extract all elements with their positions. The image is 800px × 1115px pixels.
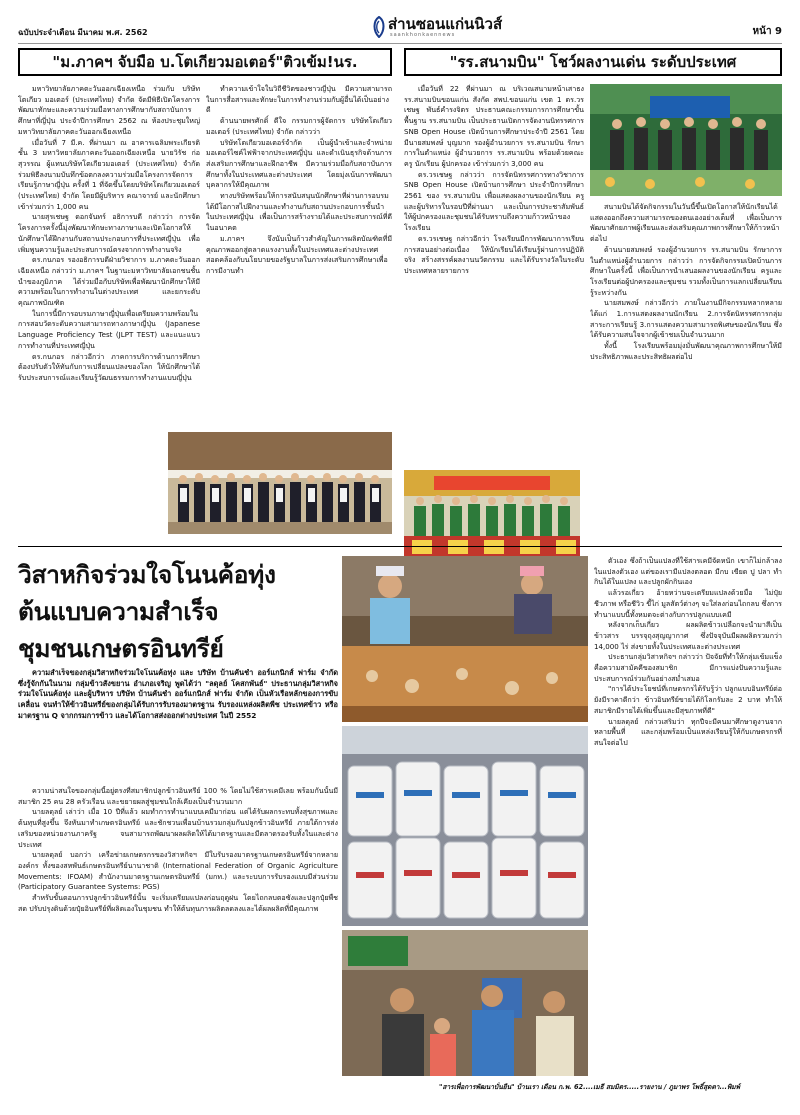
paragraph: นายสุรเชษฐ ดอกจันทร์ อธิการบดี กล่าวว่า การจัดโครงการครั้งนี้มุ่งพัฒนาทักษะทางภาษาและเปิดโอกาสให้นักศึกษาได้ฝึกงานกับสถานประกอบการที่ประเทศญี่ปุ่น เพื่อเพิ่มพูนความรู้และประสบการณ์ตรงจากการทำงานจริง	[18, 212, 200, 254]
paragraph: ดร.วรเชษฐ กล่าวว่า การจัดนิทรรศการทางวิชาการ SNB Open House เปิดบ้านการศึกษา ประจำปีการศึกษา 2561 ของ รร.สนามบิน เพื่อแสดงผลงานของนักเรียน ครูและผู้บริหารในรอบปีที่ผ่านมา และเป็นการประชาสัมพันธ์ให้ผู้ปกครองและชุมชนได้รับทราบถึงความก้าวหน้าของโรงเรียน	[404, 169, 584, 233]
paragraph: นายลดุลย์ เล่าว่า เมื่อ 10 ปีที่แล้ว ผมทำการทำนาแบบเคมีมาก่อน แต่ได้รับผลกระทบทั้งสุขภาพและต้นทุนที่สูงขึ้น จึงหันมาทำเกษตรอินทรีย์ และชักชวนเพื่อนบ้านรวมกลุ่มกันปลูกข้าวอินทรีย์ ภายใต้การส่งเสริมของหน่วยงานภาครัฐ จนสามารถพัฒนาผลผลิตให้ได้มาตรฐานและมีตลาดรองรับทั้งในและต่างประเทศ	[18, 807, 338, 849]
article3-column-2	[594, 556, 782, 1076]
paragraph: นายสมพงษ์ กล่าวอีกว่า ภายในงานมีกิจกรรมหลากหลาย ได้แก่ 1.การแสดงผลงานนักเรียน 2.การจัดนิทรรศการกลุ่มสาระการเรียนรู้ 3.การแสดงความสามารถพิเศษของนักเรียน ซึ่งได้รับความสนใจจากผู้เข้าชมเป็นจำนวนมาก	[590, 298, 782, 340]
paragraph: มหาวิทยาลัยภาคตะวันออกเฉียงเหนือ ร่วมกับ บริษัทโตเกียว มอเตอร์ (ประเทศไทย) จำกัด จัดมีพิธีเปิดโครงการพัฒนาทักษะและความร่วมมือทางการศึกษากับสถาบันการศึกษาที่ญี่ปุ่น ประจำปีการศึกษา 2562 ณ ห้องประชุมใหญ่ มหาวิทยาลัยภาคตะวันออกเฉียงเหนือ	[18, 84, 200, 136]
paragraph: หลังจากเก็บเกี่ยว ผลผลิตข้าวเปลือกจะนำมาสีเป็นข้าวสาร บรรจุถุงสุญญากาศ ซึ่งปัจจุบันมีผลผลิตรวมกว่า 14,000 ไร่ ส่งขายทั้งในประเทศและต่างประเทศ	[594, 620, 782, 651]
paragraph: ความน่าสนใจของกลุ่มนี้อยู่ตรงที่สมาชิกปลูกข้าวอินทรีย์ 100 % โดยไม่ใช้สารเคมีเลย พร้อมกันนั้นมีสมาชิก 25 คน 28 ครัวเรือน และขยายผลสู่ชุมชนใกล้เคียงเป็นจำนวนมาก	[18, 786, 338, 806]
paragraph: "การได้ประโยชน์ที่เกษตรกรได้รับรู้ว่า ปลูกแบบอินทรีย์ต่อยังมีราคาดีกว่า ข้าวอินทรีย์ขายได้กิโลกรัมละ 2 บาท ทำให้สมาชิกมีรายได้เพิ่มขึ้นและมีสุขภาพที่ดี"	[594, 684, 782, 715]
page-header	[18, 14, 782, 44]
paragraph: ทางบริษัทพร้อมให้การสนับสนุนนักศึกษาที่ผ่านการอบรมได้มีโอกาสไปฝึกงานและทำงานกับสถานประกอบการชั้นนำในประเทศญี่ปุ่น เพื่อเป็นการสร้างรายได้และประสบการณ์ที่ดีในอนาคต	[206, 191, 392, 233]
article2-column-1	[404, 84, 584, 466]
paragraph: ทำความเข้าใจในวิถีชีวิตของชาวญี่ปุ่น มีความสามารถในการสื่อสารและทักษะในการทำงานร่วมกับผู้อื่นได้เป็นอย่างดี	[206, 84, 392, 115]
article2-top-photo	[590, 84, 782, 196]
logo-icon	[370, 16, 388, 38]
masthead	[370, 16, 502, 38]
article1-headline-box	[18, 48, 392, 76]
article1-group-photo	[168, 432, 392, 534]
article2-headline-box	[404, 48, 782, 76]
paragraph: ในการนี้มีการอบรมภาษาญี่ปุ่นเพื่อเตรียมความพร้อมในการสอบวัดระดับความสามารถทางภาษาญี่ปุ่น (Japanese Language Proficiency Test (JLPT TEST) และแนะแนวการทำงานที่ประเทศญี่ปุ่น	[18, 308, 200, 350]
paragraph: สนามบินได้จัดกิจกรรมในวันนี้ขึ้นเปิดโอกาสให้นักเรียนได้แสดงออกถึงความสามารถของตนเองอย่างเต็มที่ เพื่อเป็นการพัฒนาศักยภาพผู้เรียนและส่งเสริมคุณภาพการศึกษาให้ก้าวหน้าต่อไป	[590, 202, 782, 244]
paragraph: แล้วรอเกี่ยว อ้ายหว่านจะเตรียมแปลงด้วยมือ ไม่ปุ๋ยชีวภาพ หรือชีวิว ขี้ไก่ มูลสัตว์ต่างๆ จะใส่ลงก่อนไถกลบ ซึ่งการทำนาแบบนี้ทั้งหมดจะต่างกับการปลูกแบบเคมี	[594, 588, 782, 619]
article2-headline: "รร.สนามบิน" โชว์ผลงานเด่น ระดับประเทศ	[449, 53, 737, 71]
article1-headline: "ม.ภาคฯ จับมือ บ.โตเกียวมอเตอร์"ติวเข้ม!นร.	[52, 53, 358, 71]
article1-column-2	[206, 84, 392, 426]
headline-line: ต้นแบบความสำเร็จ	[18, 597, 219, 626]
headline-line: ชุมชนเกษตรอินทรีย์	[18, 634, 224, 663]
paragraph: ตัวเอง ซึ่งถ้าเป็นแปลงที่ใช้สารเคมีจัดหนัก เขาก็ไม่กล้าลงในแปลงตัวเอง แต่ของเรามีแปลงตลอด มีกบ เขียด ปู ปลา ทำกินได้ในแปลง และปลูกผักกินเอง	[594, 556, 782, 587]
headline-line: วิสาหกิจร่วมใจโนนค้อทุ่ง	[18, 560, 276, 589]
article3-column-1	[18, 786, 338, 1076]
masthead-subtitle: saankhonkaennews	[390, 32, 456, 38]
paragraph: นายลดุลย์ กล่าวเสริมว่า ทุกปีจะมีคนมาศึกษาดูงานจากหลายพื้นที่ และกลุ่มพร้อมเป็นแหล่งเรียนรู้ให้กับเกษตรกรที่สนใจต่อไป	[594, 716, 782, 747]
lead-paragraph: ความสำเร็จของกลุ่มวิสาหกิจร่วมใจโนนค้อทุ่ง และ บริษัท บ้านคันชำ ออร์แกนิกส์ ฟาร์ม จำกัด ซึ่งรู้จักกันในนาม กลุ่มข้าวสังขยาน อำเภอเจริญ พูดได้ว่า "ลดุลย์ โคสกพันธ์" ประธานกลุ่มวิสาหกิจร่วมใจโนนค้อทุ่ง และผู้บริหาร บริษัท บ้านคันชำ ออร์แกนิกส์ ฟาร์ม จำกัด เป็นหัวเรือหลักของการขับเคลื่อน จนทำให้ข้าวอินทรีย์ของกลุ่มได้รับการรับรองมาตรฐาน รับรองแหล่งผลิตพืช ประเทศข้าว หรือมาตรฐาน Q จากกรมการข้าว และได้โอกาสส่งออกต่างประเทศ ในปี 2552	[18, 668, 338, 720]
paragraph: นายลดุลย์ บอกว่า เครือข่ายเกษตรกรของวิสาหกิจฯ มีใบรับรองมาตรฐานเกษตรอินทรีย์จากหลายองค์กร ทั้งของสหพันธ์เกษตรอินทรีย์นานาชาติ (International Federation of Organic Agriculture Movements: IFOAM) สำนักงานมาตรฐานเกษตรอินทรีย์ (มกท.) และระบบการรับรองแบบมีส่วนร่วม (Participatory Guarantee Systems: PGS)	[18, 850, 338, 892]
paragraph: สำหรับขั้นตอนการปลูกข้าวอินทรีย์นั้น จะเริ่มเตรียมแปลงก่อนฤดูฝน โดยไถกลบตอซังและปลูกปุ๋ยพืชสด ปรับปรุงดินด้วยปุ๋ยอินทรีย์ที่ผลิตเองในชุมชน ทำให้ต้นทุนการผลิตลดลงและได้ผลผลิตที่มีคุณภาพ	[18, 893, 338, 913]
farmers-portrait-photo	[342, 930, 588, 1076]
paragraph: ด้านนายสมพงษ์ รองผู้อำนวยการ รร.สนามบิน รักษาการในตำแหน่งผู้อำนวยการ กล่าวว่า การจัดกิจกรรมเปิดบ้านการศึกษาในครั้งนี้ เพื่อเป็นการนำเสนอผลงานของนักเรียน ครูและโรงเรียนต่อผู้ปกครองและชุมชน รวมทั้งเป็นการแลกเปลี่ยนเรียนรู้ระหว่างกัน	[590, 244, 782, 297]
paragraph: เมื่อวันที่ 22 ที่ผ่านมา ณ บริเวณสนามหน้าเสาธง รร.สนามบินขอนแก่น สังกัด สพป.ขอนแก่น เขต 1 ดร.วรเชษฐ พันธ์คำรงจิตร ประธานคณะกรรมการการศึกษาขั้นพื้นฐาน รร.สนามบิน เป็นประธานเปิดการจัดงานนิทรรศการ SNB Open House เปิดบ้านการศึกษาประจำปี 2561 โดยมีนายสมพงษ์ บุญมาก รองผู้อำนวยการ รร.สนามบิน รักษาการในตำแหน่ง ผู้อำนวยการ รร.สนามบิน พร้อมด้วยคณะครู นักเรียน ผู้ปกครอง เข้าร่วมกว่า 3,000 คน	[404, 84, 584, 168]
article3-headline	[18, 556, 338, 667]
footer-credit: "สารเพื่อการพัฒนาบั่นยืน" บ้านเรา เดือน ก.พ. 62....เมธี สมมิตร.....รายงาน / ภูมาพร โพธิ์สุดตา...พิมพ์	[439, 1083, 740, 1091]
paragraph: บริษัทโตเกียวมอเตอร์จำกัด เป็นผู้นำเข้าและจำหน่ายมอเตอร์ไซค์ไฟฟ้าจากประเทศญี่ปุ่น และดำเนินธุรกิจด้านการส่งเสริมการศึกษาและฝึกอาชีพ มีความร่วมมือกับสถาบันการศึกษาทั้งในประเทศและต่างประเทศ โดยมุ่งเน้นการพัฒนาบุคลากรให้มีคุณภาพ	[206, 137, 392, 190]
issue-date: ฉบับประจำเดือน มีนาคม พ.ศ. 2562	[18, 28, 148, 37]
paragraph: ประธานกลุ่มวิสาหกิจฯ กล่าวว่า ปัจจัยที่ทำให้กลุ่มเข้มแข็งคือความสามัคคีของสมาชิก มีการแบ่งปันความรู้และประสบการณ์ร่วมกันอย่างสม่ำเสมอ	[594, 652, 782, 683]
paragraph: ม.ภาคฯ จึงนับเป็นก้าวสำคัญในการผลิตบัณฑิตที่มีคุณภาพออกสู่ตลาดแรงงานทั้งในประเทศและต่างประเทศ สอดคล้องกับนโยบายของรัฐบาลในการส่งเสริมการศึกษาเพื่อการมีงานทำ	[206, 233, 392, 275]
rice-sorting-photo	[342, 556, 588, 722]
section-divider	[18, 546, 782, 547]
paragraph: ด้านนายพรศักดิ์ ดีใจ กรรมการผู้จัดการ บริษัทโตเกียวมอเตอร์ (ประเทศไทย) จำกัด กล่าวว่า	[206, 116, 392, 136]
page-number: หน้า 9	[752, 26, 782, 37]
paragraph: ดร.วรเชษฐ กล่าวอีกว่า โรงเรียนมีการพัฒนาการเรียนการสอนอย่างต่อเนื่อง ให้นักเรียนได้เรียนรู้ผ่านการปฏิบัติจริง สร้างสรรค์ผลงานนวัตกรรม และได้รับรางวัลในระดับประเทศหลายรายการ	[404, 233, 584, 275]
article3-lead	[18, 668, 338, 780]
paragraph: เมื่อวันที่ 7 มี.ค. ที่ผ่านมา ณ อาคารเฉลิมพระเกียรติ ชั้น 3 มหาวิทยาลัยภาคตะวันออกเฉียงเหนือ นายวิรัช ก่อสุวรรณ ผู้แทนบริษัทโตเกียวมอเตอร์ (ประเทศไทย) จำกัด ร่วมพิธีลงนามบันทึกข้อตกลงความร่วมมือโครงการจัดการเรียนรู้ภาษาญี่ปุ่น ครั้งที่ 1 ที่จัดขึ้นโดยบริษัทโตเกียวมอเตอร์ (ประเทศไทย) จำกัด โดยมีผู้บริหาร คณาจารย์ และนักศึกษาเข้าร่วมกว่า 1,000 คน	[18, 137, 200, 211]
paragraph: ทั้งนี้ โรงเรียนพร้อมมุ่งมั่นพัฒนาคุณภาพการศึกษาให้มีประสิทธิภาพและประสิทธิผลต่อไป	[590, 341, 782, 361]
masthead-title: ส่านซอนแก่นนิวส์	[388, 15, 503, 33]
rice-sacks-photo	[342, 726, 588, 926]
paragraph: ดร.กนกอร กล่าวอีกว่า ภาคการบริการด้านการศึกษาต้องปรับตัวให้ทันกับการเปลี่ยนแปลงของโลก ให้นักศึกษาได้รับประสบการณ์และเรียนรู้วัฒนธรรมการทำงานแบบญี่ปุ่น	[18, 351, 200, 382]
paragraph: ดร.กนกอร รองอธิการบดีฝ่ายวิชาการ ม.ภาคตะวันออกเฉียงเหนือ กล่าวว่า ม.ภาคฯ ในฐานะมหาวิทยาลัยเอกชนชั้นนำของภูมิภาค ได้ร่วมมือกับบริษัทเพื่อพัฒนานักศึกษาให้มีความพร้อมในการทำงานในต่างประเทศ และยกระดับคุณภาพบัณฑิต	[18, 255, 200, 308]
article2-column-2	[590, 202, 782, 466]
